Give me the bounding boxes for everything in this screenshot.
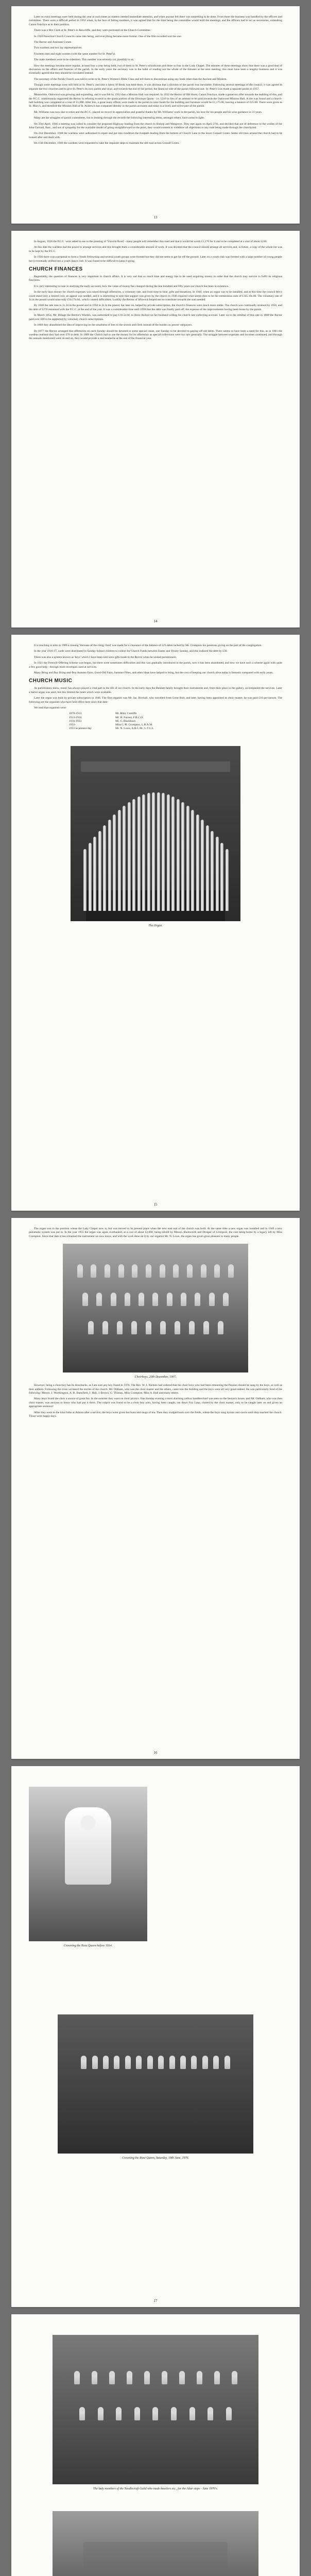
paragraph: The organ was in the position where the Lady Chapel now is, but was moved to its present place when the new east end of the church was built. At the same time a new organ was installed and in 1949 a new pneumatic system was put in. In the year 1955 the organ was again overhauled, at a cost of about £2,000, being rebuilt by Messrs. Rushworth and Dreaper of Liverpool, the cost being borne by a legacy left by Miss Crompton. Since that date it has remained the instrument we now know, and with the work done on it by our organist Mr. N. Lowe, the organ has given great pleasure to many people. — [29, 1227, 282, 1238]
paragraph: Many Bring and Buy Bring-and-Buy Autumn Fairs, Good-Old Fairs, Summer Fêtes, and other ideas have helped to bring, but the cost of keeping our church alive today is fantastic compared with early years. — [34, 671, 273, 675]
paragraph: There was also a system known as 'keys' which I have been told were gifts made to the Rector when he visited parishioners. — [34, 655, 177, 659]
organ-pipe — [171, 796, 175, 911]
organ-pipe — [152, 792, 155, 911]
person-figure — [152, 1293, 158, 1306]
person-figure — [98, 2407, 103, 2420]
person-figure — [102, 1321, 108, 1334]
organ-pipe — [226, 849, 229, 911]
paragraph: In 1936 there was a proposal to form a Youth Fellowship and several youth groups were formed but they did not seem to get far off the ground. Later on a youth club was formed with a large number of young people but it eventually drifted into a youth dance club. It was found to be difficult to keep it going. — [29, 256, 282, 263]
guild-row-front — [73, 2407, 238, 2420]
organ-pipe — [216, 837, 219, 911]
page-16-text-continued — [29, 1384, 282, 1418]
page-15-music-text — [29, 687, 282, 704]
organ-pipe — [220, 843, 223, 911]
person-figure — [146, 1321, 151, 1334]
paragraph: The secretary of the Parish Church was told to write to St. Peter's Women's Bible Class and tell them to discontinue using any book other than the Ancient and Modern. — [34, 77, 227, 81]
page-13-text — [29, 15, 282, 146]
paragraph: Meanwhile, Oakwood was growing and expanding, and it was felt by 1932 that a Mission Hall was required. In 1932 the Rector of Old Hurst, Canon Fenchyn, made a generous offer towards the building of this, and the P.C.C. unanimously supported the Rector in refusing to send in the quota portion of the Diocesan Quota - i.e. £210 in lieu of an amount to be paid towards the Oakwood Mission Hall. A site was found and a church-hall building was completed at a cost of £1,200. After this, a great many efforts were made in the parish to raise funds for the building and furniture would be £1,175.00, leaving a balance of £25.00. There were given to St. Mary's, and therefore the Mission Hall at St. Andrew's has a separate identity in the parish accounts and today is a lively and active part of the parish. — [29, 93, 282, 108]
paragraph: Many boys found the choir a source of great fun. In the summer they went on choir picnics. One Sunday evening a most alarming yellow handkerchief was seen on the Sexton's house, and Mr. Oldham, who was then choir master, was anxious to know who had put it there. The culprit was found to be a choir boy who, having been caught, ran down Fox Lane, chased by the choir master, only to be caught later on and given an appropriate sentence! — [29, 1397, 282, 1409]
organ-pipe — [147, 793, 150, 911]
paragraph: In the year 1916-17, cards were distributed in Sunday School children to collect for Church Funds between Easter and Trinity Sunday, and this induced the debt by £30. — [34, 650, 228, 653]
person-figure — [162, 2371, 167, 2384]
person-figure — [228, 1264, 234, 1278]
person-figure — [131, 1321, 137, 1334]
person-figure — [223, 1293, 229, 1306]
person-figure — [181, 1293, 186, 1306]
person-figure — [171, 2407, 177, 2420]
section-heading-church-music: CHURCH MUSIC — [29, 678, 73, 684]
organ-photo — [71, 746, 240, 921]
organ-pipe — [206, 825, 209, 911]
page-14-intro — [29, 240, 282, 263]
page-number: 14 — [153, 619, 158, 623]
organ-pipe — [98, 831, 101, 911]
person-figure — [79, 2407, 85, 2420]
paragraph: In August, 1936 the P.C.C. were asked to see to the planting of 'Victoria Road' - many people will remember this road and that it would be worth £1,270 for it and to be completed at a cost of about £240. — [34, 240, 267, 243]
organ-pipe — [211, 831, 214, 911]
person-figure — [147, 2056, 153, 2069]
rose-queen-photo-1976 — [58, 2014, 253, 2154]
person-figure — [144, 2371, 150, 2384]
person-figure — [202, 2056, 208, 2069]
paragraph: By 1948 the rate rose to 1s 2d in the pound and in 1950 to 2s in the pound, but later on, helped by private subscription, the church's finances were much more stable. The church was continually strained by 1956, and the debt of £270 remained with the P.C.C. at the end of the year. It was a considerable time until 1958 that the debt was finally paid off, the expense of the improvements having been borne by the parish. — [29, 304, 282, 311]
person-figure — [77, 1264, 83, 1278]
person-figure — [111, 1293, 116, 1306]
person-figure — [189, 2407, 195, 2420]
person-figure — [81, 2056, 87, 2069]
paragraph: In 1920 Parochial Church Councils came into being, and everything became more formal. One of the first recorded was the one: — [34, 35, 182, 38]
paragraph: It is very interesting to note in studying the early accounts, how the value of money has changed during the one hundred and fifty years our church has been in existence. — [34, 284, 229, 288]
person-figure — [224, 2056, 230, 2069]
person-figure — [218, 1321, 223, 1334]
page-13 — [11, 6, 300, 224]
person-figure — [160, 1264, 165, 1278]
person-figure — [175, 1321, 180, 1334]
page-18 — [11, 2314, 300, 2576]
section-heading-church-finances: CHURCH FINANCES — [29, 266, 83, 273]
person-figure — [187, 1264, 193, 1278]
organ-pipe — [177, 799, 180, 911]
organist-name: Mr. N. Lowe, A.R.C.M., L.T.C.L. — [115, 727, 154, 731]
organ-pipe — [132, 799, 135, 911]
organ-pipe — [128, 802, 131, 911]
person-figure — [158, 2056, 164, 2069]
organ-pipe — [89, 843, 92, 911]
organist-years: 1870-1913 — [69, 712, 82, 716]
guild-row-back — [68, 2371, 243, 2384]
organist-name: Miss C. R. Crompton, L.R.A.M. — [115, 723, 153, 727]
organist-years: 1913-1916 — [69, 716, 82, 719]
organ-pipe — [181, 802, 184, 911]
person-figure — [74, 2371, 80, 2384]
organ-pipe — [142, 794, 145, 911]
organ-pipe — [83, 849, 87, 911]
paragraph: In March 1854, Mr. Billage the Rector's Warden, was authorised to pay £10.5s.0d. to Alice Awhoil on her husband willing his church rate collecting account. Later on in the remittal of this rate in 1868 the Rector paid over £80 to be supported by voluntary church subscriptions. — [29, 314, 282, 321]
organ-pipe — [93, 837, 96, 911]
person-figure — [91, 1264, 96, 1278]
photo-caption: Crowning the Rose Queen, Saturday, 19th June, 1976. — [122, 2157, 189, 2160]
person-figure — [88, 1321, 94, 1334]
person-figure — [146, 1264, 151, 1278]
person-figure — [209, 1293, 215, 1306]
page-number: 15 — [153, 1202, 158, 1207]
organist-row — [69, 712, 282, 716]
paragraph: After they went to the kind folks at Ashton after a service, the boys were given hot buns and mugs of tea. Then they trudged back over the fields, where the boys sang hymns and carols until they reached the church. Those were happy days. — [29, 1411, 282, 1418]
paragraph: Regrettably, the question of finances is very important in church affairs. It is very sad that so much time and energy has to be used acquiring money in order that the church may survive to fulfil its religious functions. — [29, 275, 282, 282]
choirboys-photo — [63, 1244, 248, 1372]
person-figure — [109, 2371, 115, 2384]
person-figure — [197, 2371, 202, 2384]
paragraph: Later on extra meetings were held during the year at such times as matters needed immediate attention, and when anyone felt there was something to be done. From there the business was handled by the officers and committee. There were a difficult period in 1952 when, in the face of falling numbers, it was agreed that for the time being the committee would hold the meetings, and the officers had to act as secretaries, consulting Canon Fenchyn as to their position. — [29, 15, 282, 26]
paragraph: At this date the wardens had the power to arrange services and this brought them a considerable amount of work. It was decided that the council should arrange all services and, in future, a copy of the whole list was to be kept by the P.C.C. — [29, 246, 282, 253]
person-figure — [105, 1264, 110, 1278]
organ-pipe — [191, 810, 194, 911]
person-figure — [195, 1293, 200, 1306]
paragraph: There was a Mrs Clark at St. Peter's in Rawcliffe, and they were promoted on the Church Committee. — [34, 29, 151, 32]
person-figure — [191, 2056, 197, 2069]
organ-pipe — [113, 815, 116, 911]
person-figure — [96, 1293, 102, 1306]
organ-pipe — [186, 806, 189, 911]
photo-caption: The lady members of the Needlecraft Guild who made kneelers etc., for the Altar steps - June 1970's. — [93, 2487, 218, 2490]
organist-row — [69, 720, 282, 723]
paragraph: Two wardens and two lay representatives. — [34, 46, 82, 50]
paragraph: The Rector and Assistant Curate. — [34, 41, 72, 44]
person-figure — [226, 2407, 232, 2420]
page-17 — [11, 1766, 300, 2307]
person-figure — [214, 1264, 220, 1278]
organ-pipe — [167, 794, 170, 911]
photo-caption: Crowning the Rose Queen before 1914. — [63, 1944, 113, 1947]
organist-row — [69, 727, 282, 731]
person-figure — [125, 2056, 131, 2069]
paragraph: It is touching to note in 1909 a rousing 'Increase of the clergy fund' was made for a clearance of the balance of £25 debts lacked by Mr. Crompton his generous giving on the part of the congregation. — [34, 644, 262, 647]
organ-pipe — [162, 793, 165, 911]
person-figure — [213, 2056, 219, 2069]
rose-queen-photo-1914 — [29, 1787, 147, 1953]
person-figure — [189, 1321, 195, 1334]
person-figure — [214, 2371, 220, 2384]
photo-caption: Choirboys, 20th December, 1907. — [134, 1376, 177, 1379]
organ-pipe — [118, 810, 121, 911]
person-figure — [92, 2056, 98, 2069]
choir-row-middle — [78, 1293, 233, 1306]
paragraph: In 1868 they abandoned the idea of improving on the smallness of fees to the sexton and clerk instead of the burden on poorer ratepayers. — [34, 324, 193, 327]
organists-list — [69, 712, 282, 731]
paragraph: On 23rd April, 1946 a meeting was called to consider the proposed Highway leading from the church to Bishop and Wengrove. They met again on April 27th, and decided that out of deference to the wishes of the John Gerrard, Bart., and out of sympathy for the available model of going straightforward to the point, they would consent to withdraw all objections to any road being made through the churchyard. — [29, 122, 282, 129]
organ-pipe — [123, 806, 126, 911]
organist-name: Mr. Riley Cunliffe — [115, 712, 137, 716]
page-15-text — [29, 644, 282, 675]
page-number: 17 — [153, 2299, 158, 2303]
page-16-text — [29, 1227, 282, 1239]
page-number: 16 — [153, 1751, 158, 1755]
organist-row — [69, 716, 282, 720]
person-figure — [232, 2371, 237, 2384]
organists-intro: We read that organists were: — [34, 706, 67, 710]
person-figure — [127, 2371, 132, 2384]
person-figure — [139, 1293, 144, 1306]
paragraph: In the early days money for church expenses was raised through offertories, a voluntary rate, and from time to time, gifts and donations. In 1940, when an organ was to be installed, and at this time the council felt it could stand only a limited cost, an appeal was needed, and it is interesting to note that support was given by the church in 1946 required what seems then to be the tremendous sum of £145.10s.0d. The voluntary rate of 1s in the pound would raise only £50.17s.6d., which created difficulties. Luckily the Rector of Winwick helped out to contribute towards the sum needed. — [29, 291, 282, 302]
paragraph: The male members were to be sidesmen. This number was severely cut, possibly to us. — [34, 58, 134, 62]
organ-pipe — [108, 820, 111, 911]
page-number: 13 — [153, 215, 158, 219]
person-figure — [152, 2407, 158, 2420]
paragraph: How the meetings became more regular, at least four a year being held, two of them in St. Peter's schoolroom and three or four in the Lady Chapel. The minutes of these meetings show that there was a good deal of discussion on the affairs and finances of the parish. In the early years the secretary was in the habit of reading out the whole of the minutes at the next meeting; this must have been a lengthy business and it was eventually agreed that they should be circulated instead. — [29, 64, 282, 75]
person-figure — [180, 2056, 186, 2069]
person-figure — [117, 1321, 123, 1334]
person-figure — [203, 1321, 209, 1334]
paragraph: Mr. Williams was now due to retire and the P.C.C. placed on record its appreciation and grateful thanks for Mr. Williams' work in the parish, his love for his people and his wise guidance in 31 years. — [34, 110, 263, 114]
person-figure — [208, 2407, 213, 2420]
person-figure — [114, 2056, 119, 2069]
photo-caption: The Organ. — [148, 924, 163, 928]
page-16 — [11, 1218, 300, 1759]
paragraph: Fourteen men and eight women (with the same number for St. Peter's). — [34, 52, 116, 56]
page-14-text — [29, 275, 282, 341]
organ-pipe — [196, 815, 199, 911]
organist-years: 1933 to present day — [69, 727, 92, 731]
person-figure — [125, 1293, 130, 1306]
person-figure — [201, 1264, 206, 1278]
page-14 — [11, 231, 300, 628]
paragraph: On 15th December, 1949 the wardens were requested to take the requisite steps to maintain the old road across Gossall Green. — [34, 142, 180, 145]
church-base-photo — [53, 2511, 258, 2576]
paragraph: By 1877 the Rector arranged that offertories on each Sunday should be devoted to some special cause, one Sunday to be devoted to paying off old debts. There seems to have been a need for this, as in 1881 the wardens realised they had over £70 in debt. In 1889 the Church had to use the money for its offertories as special collections were too rare generally. The struggle between expenses and incomes continued, and through the annuals mentioned went on and on, they would provide a real headache at the end of the financial year. — [29, 329, 282, 341]
person-figure — [118, 1264, 124, 1278]
person-figure — [134, 2407, 140, 2420]
organ-pipe — [137, 796, 141, 911]
organist-name: Mr. C. Blackburn — [115, 719, 136, 723]
person-figure — [92, 2371, 97, 2384]
paragraph: In 1921 the Freewill Offering Scheme was begun, but there were sometimes difficulties and this was gradually introduced in the parish, now it has been abandoned, and now we have such a scheme again with quite a few good help - through more envelopes used at services. — [29, 662, 282, 669]
organist-name: Mr. H. Forrest, F.R.C.O. — [115, 716, 144, 719]
organist-years: 1933- — [69, 723, 76, 727]
choir-row-front — [83, 1321, 228, 1334]
organist-row — [69, 723, 282, 727]
paragraph: On 21st December, 1948 the wardens were authorised to repair and put into condition the footpath leading from the bottom of Church Lane to the lower Gossall Green. Some old trees around the church had to be looked after and dealt with. — [29, 132, 282, 139]
person-figure — [160, 1321, 166, 1334]
choir-row-back — [73, 1264, 238, 1278]
paragraph: Though some meetings were still held at St. Peter's, and also a fabric of Book was held there, it was obvious that a division of the parish was inevitable. Following several meetings of the council, it was agreed to separate the two churches and to give St. Peter's its own parish and vicar, and towards the end of the period, the financial side of the parish followed suit. St. Peter's was made a separate parish in 1937. — [29, 83, 282, 91]
person-figure — [167, 1293, 172, 1306]
needlecraft-guild-photo — [53, 2335, 258, 2484]
person-figure — [82, 1293, 88, 1306]
paragraph: However, being a choir-boy has its drawbacks, as I am sure any boy found in 1970. The Rev. W. J. Nichols had ordered that the choir boys who had been rehearsing the Passion should be sung by the boys, as well as their anthem. Following the cross we heard the stories of the church. Mr. Oldham, who was the choir master and the others, came into the building and the boys were all very good indeed. He was particularly fond of the following: Messrs. J. Worthington, A. R. Stansfield, J. Hall, J. Brown, G. Thomas, Miss Crompton, Miss A. Hall and many others. — [29, 1384, 282, 1395]
organ-pipe — [103, 825, 106, 911]
paragraph: Later the organ was built by private subscription in 1846. The first organist was Mr. Jas. Birchall, who travelled from Great Bolt, and later, having been appointed as choir master, he was paid £10 per annum. The following are the organists who have held office here since that date: — [29, 697, 282, 704]
person-figure — [169, 2056, 175, 2069]
page-15 — [11, 635, 300, 1211]
organist-years: 1916-1933 — [69, 719, 82, 723]
organ-pipe — [201, 820, 204, 911]
paragraph: Many are the struggles of parish committees, but in looking through the records the following interesting items, amongst others, have come to light. — [34, 116, 204, 120]
person-figure — [116, 2407, 122, 2420]
paragraph: As parishioners know, music has always played a vital part in the life of our church. In the early days the Bennett family brought their instruments and, from their place in the gallery, accompanied the services. Later a barrel organ was used, but this limited the tunes which were available. — [29, 687, 282, 694]
person-figure — [136, 2056, 142, 2069]
person-figure — [179, 2371, 185, 2384]
person-figure — [173, 1264, 179, 1278]
person-figure — [103, 2056, 109, 2069]
organ-pipe — [157, 792, 160, 911]
person-figure — [132, 1264, 137, 1278]
rose-queen-group — [78, 2056, 233, 2069]
